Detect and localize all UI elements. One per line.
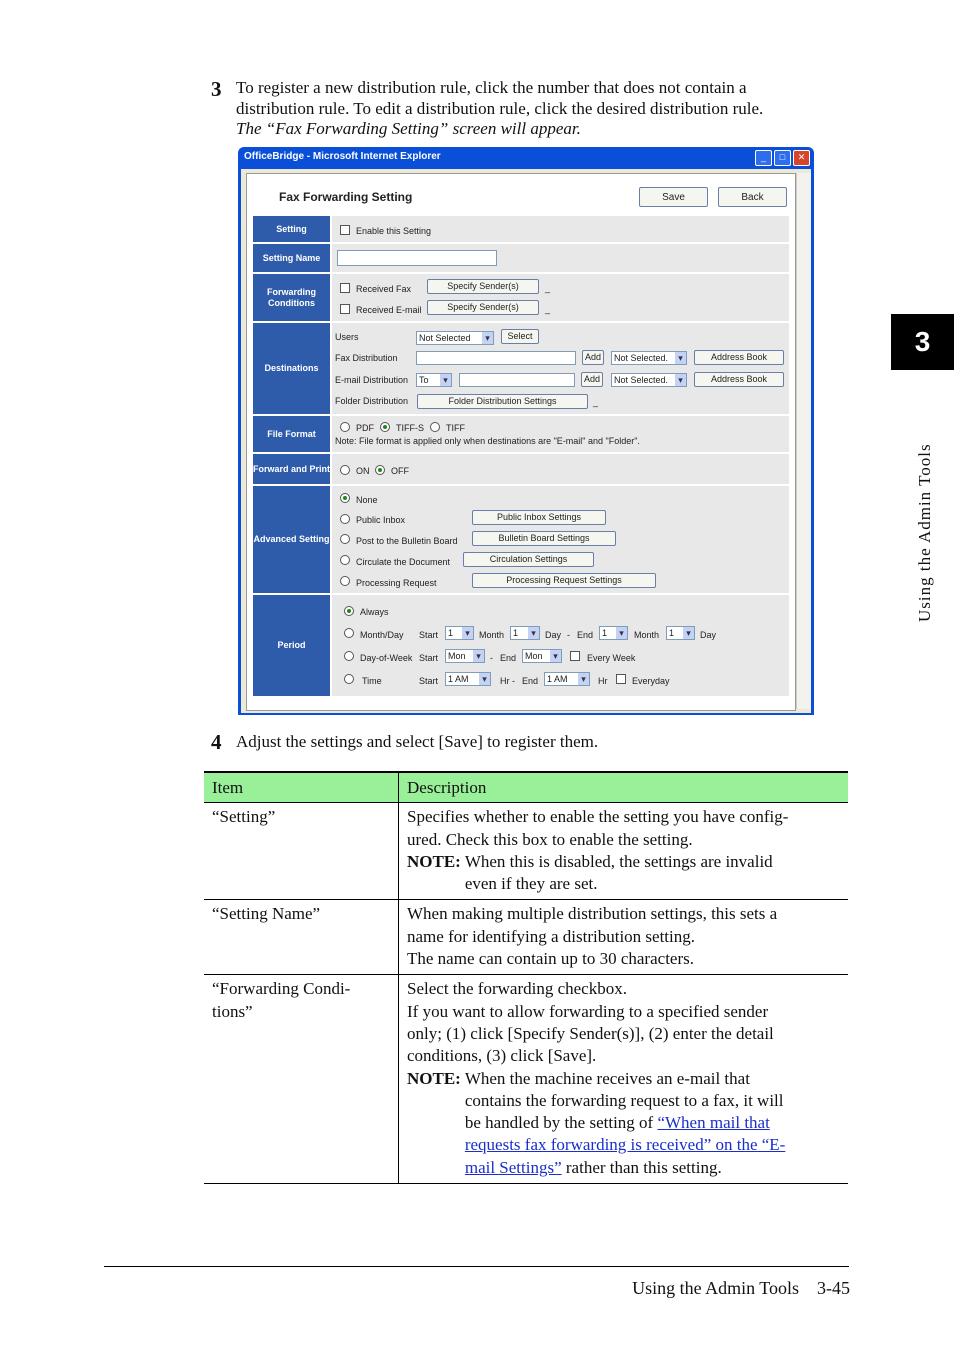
email-settings-link[interactable]: mail Settings” <box>464 1157 562 1177</box>
step3-line: distribution rule. To edit a distribution rule, click the desired distribution rule. <box>236 98 764 118</box>
close-icon[interactable]: ✕ <box>793 150 810 166</box>
public-inbox-radio[interactable] <box>340 514 350 524</box>
received-email-label: Received E-mail <box>356 305 422 315</box>
description-line: only; (1) click [Specify Sender(s)], (2) enter the detail <box>407 1023 774 1043</box>
day-label: Day <box>545 630 562 640</box>
end-label: End <box>522 676 539 686</box>
file-format-cell <box>332 416 789 452</box>
description-line: Select the forwarding checkbox. <box>407 979 627 999</box>
forwarding-conditions-label: Forwarding Conditions <box>253 274 330 321</box>
minimize-icon[interactable]: _ <box>755 150 772 166</box>
email-add-button[interactable]: Add <box>581 372 603 387</box>
note-line: When the machine receives an e-mail that <box>464 1068 750 1088</box>
note-text: be handled by the setting of <box>464 1113 654 1133</box>
description-cell <box>399 900 849 975</box>
browser-window-screenshot <box>238 147 814 715</box>
window-controls <box>755 150 810 166</box>
start-day-select[interactable]: 1 ▾ <box>510 626 540 640</box>
step-number: 4 <box>211 730 222 754</box>
note-line: When this is disabled, the settings are invalid <box>464 851 773 871</box>
public-inbox-settings-button[interactable]: Public Inbox Settings <box>472 510 606 525</box>
every-week-label: Every Week <box>587 653 636 663</box>
table-row <box>204 900 848 975</box>
setting-name-cell <box>332 244 789 272</box>
bulletin-board-settings-button[interactable]: Bulletin Board Settings <box>472 531 616 546</box>
footer-rule <box>104 1266 849 1267</box>
users-label: Users <box>335 332 359 342</box>
chapter-tab: 3 <box>891 314 954 370</box>
end-label: End <box>500 653 517 663</box>
table-header-row <box>204 772 848 803</box>
email-settings-link[interactable]: requests fax forwarding is received” on the “E- <box>464 1135 786 1155</box>
bulletin-radio[interactable] <box>340 534 350 544</box>
description-line: conditions, (3) click [Save]. <box>407 1046 597 1066</box>
end-weekday-select[interactable]: Mon ▾ <box>522 649 562 663</box>
description-line: When making multiple distribution settings, this sets a <box>407 904 778 924</box>
fax-address-book-button[interactable]: Address Book <box>694 350 784 365</box>
specify-senders-email-button[interactable]: Specify Sender(s) <box>427 300 539 315</box>
specify-senders-fax-button[interactable]: Specify Sender(s) <box>427 279 539 294</box>
everyday-checkbox[interactable] <box>616 674 626 684</box>
none-label: None <box>356 495 378 505</box>
file-format-note: Note: File format is applied only when destinations are "E-mail" and "Folder". <box>335 436 640 446</box>
month-label: Month <box>634 630 660 640</box>
end-day-select[interactable]: 1 ▾ <box>666 626 695 640</box>
table-row <box>204 803 848 900</box>
forward-print-on-radio[interactable] <box>340 465 350 475</box>
always-label: Always <box>360 607 389 617</box>
description-line: name for identifying a distribution setting. <box>407 926 696 946</box>
everyday-label: Everyday <box>632 676 670 686</box>
note-line <box>465 1157 786 1179</box>
select-users-button[interactable]: Select <box>501 329 539 344</box>
note <box>407 1068 840 1179</box>
step3-text <box>236 78 856 140</box>
destinations-label: Destinations <box>253 323 330 414</box>
advanced-setting-cell <box>332 486 789 593</box>
end-label: End <box>577 630 594 640</box>
time-radio[interactable] <box>344 674 354 684</box>
setting-name-label: Setting Name <box>253 244 330 272</box>
description-line: Specifies whether to enable the setting you have config- <box>407 807 789 827</box>
description-table <box>204 771 848 1184</box>
note <box>407 851 840 896</box>
item-line: “Forwarding Condi- <box>212 979 351 999</box>
always-radio[interactable] <box>344 606 354 616</box>
page-footer <box>560 1278 850 1299</box>
start-label: Start <box>419 676 439 686</box>
circulate-label: Circulate the Document <box>356 557 451 567</box>
enable-setting-label: Enable this Setting <box>356 226 432 236</box>
column-header: Item <box>204 772 399 803</box>
start-label: Start <box>419 630 439 640</box>
hr-label: Hr <box>598 676 608 686</box>
monthday-label: Month/Day <box>360 630 404 640</box>
vertical-scrollbar[interactable] <box>796 173 811 709</box>
public-inbox-label: Public Inbox <box>356 515 406 525</box>
dash: _ <box>545 283 551 293</box>
pdf-label: PDF <box>356 423 374 433</box>
chapter-side-label <box>895 387 935 622</box>
item-cell: “Setting” <box>204 803 399 900</box>
back-button[interactable]: Back <box>718 187 787 207</box>
advanced-setting-label: Advanced Setting <box>253 486 330 593</box>
file-format-label: File Format <box>253 416 330 452</box>
off-label: OFF <box>391 466 409 476</box>
email-to-select[interactable]: To ▾ <box>416 373 452 387</box>
start-weekday-select[interactable]: Mon ▾ <box>445 649 485 663</box>
note-line <box>465 1112 786 1134</box>
item-line: tions” <box>212 1001 253 1021</box>
hr-label: Hr <box>500 676 510 686</box>
step4-text: Adjust the settings and select [Save] to register them. <box>236 732 599 751</box>
table-row <box>204 975 848 1184</box>
fax-not-selected-select[interactable]: Not Selected. ▾ <box>611 351 687 365</box>
save-button[interactable]: Save <box>639 187 708 207</box>
step3-line: To register a new distribution rule, click the number that does not contain a <box>236 78 747 97</box>
period-separator: - <box>490 653 493 663</box>
fax-distribution-input[interactable] <box>416 351 576 365</box>
every-week-checkbox[interactable] <box>570 651 580 661</box>
note-line: contains the forwarding request to a fax, it will <box>464 1090 784 1110</box>
email-not-selected-select[interactable]: Not Selected. ▾ <box>611 373 687 387</box>
folder-distribution-label: Folder Distribution <box>335 396 409 406</box>
chapter-side-label-text: Using the Admin Tools <box>915 443 934 622</box>
setting-name-input[interactable] <box>337 250 497 266</box>
on-label: ON <box>356 466 370 476</box>
dash: _ <box>593 397 599 407</box>
web-page <box>246 173 796 711</box>
description-cell <box>399 803 849 900</box>
setting-label: Setting <box>253 216 330 242</box>
none-radio[interactable] <box>340 493 350 503</box>
description-line: If you want to allow forwarding to a specified sender <box>407 1001 769 1021</box>
fax-add-button[interactable]: Add <box>582 350 604 365</box>
circulation-settings-button[interactable]: Circulation Settings <box>463 552 594 567</box>
description-line: The name can contain up to 30 characters. <box>407 949 694 969</box>
pdf-radio[interactable] <box>340 422 350 432</box>
destinations-cell <box>332 323 789 414</box>
description-cell <box>399 975 849 1184</box>
enable-setting-checkbox[interactable] <box>340 225 350 235</box>
time-label: Time <box>362 676 382 686</box>
step-number: 3 <box>211 77 222 101</box>
setting-cell <box>332 216 789 242</box>
month-label: Month <box>479 630 505 640</box>
page-title: Fax Forwarding Setting <box>279 190 413 204</box>
start-hour-select[interactable]: 1 AM ▾ <box>445 672 491 686</box>
processing-radio[interactable] <box>340 576 350 586</box>
step3-result: The “Fax Forwarding Setting” screen will appear. <box>236 119 581 138</box>
period-label: Period <box>253 595 330 696</box>
bulletin-label: Post to the Bulletin Board <box>356 536 458 546</box>
maximize-icon[interactable]: □ <box>774 150 791 166</box>
note-label: NOTE: <box>407 851 461 871</box>
dash: _ <box>545 304 551 314</box>
processing-label: Processing Request <box>356 578 437 588</box>
tiff-s-label: TIFF-S <box>396 423 424 433</box>
email-settings-link[interactable]: “When mail that <box>657 1113 770 1133</box>
description-line: ured. Check this box to enable the setting. <box>407 829 693 849</box>
column-header: Description <box>399 772 849 803</box>
day-label: Day <box>700 630 717 640</box>
forwarding-conditions-cell <box>332 274 789 321</box>
settings-form <box>253 216 789 696</box>
day-of-week-label: Day-of-Week <box>360 653 413 663</box>
received-email-checkbox[interactable] <box>340 304 350 314</box>
forward-print-label: Forward and Print <box>253 454 330 484</box>
end-month-select[interactable]: 1 ▾ <box>599 626 628 640</box>
note-line: even if they are set. <box>464 874 598 894</box>
email-distribution-input[interactable] <box>459 373 575 387</box>
tiff-label: TIFF <box>446 423 465 433</box>
day-of-week-radio[interactable] <box>344 651 354 661</box>
monthday-radio[interactable] <box>344 628 354 638</box>
note-label: NOTE: <box>407 1068 461 1088</box>
page-number: 3-45 <box>817 1278 850 1298</box>
fax-distribution-label: Fax Distribution <box>335 353 398 363</box>
tiff-s-radio[interactable] <box>380 422 390 432</box>
email-distribution-label: E-mail Distribution <box>335 375 409 385</box>
circulate-radio[interactable] <box>340 555 350 565</box>
period-separator: - <box>567 630 570 640</box>
forward-print-off-radio[interactable] <box>375 465 385 475</box>
start-label: Start <box>419 653 439 663</box>
folder-distribution-settings-button[interactable]: Folder Distribution Settings <box>417 394 588 409</box>
note-text: rather than this setting. <box>565 1157 722 1177</box>
forward-print-cell <box>332 454 789 484</box>
footer-section: Using the Admin Tools <box>632 1278 799 1298</box>
window-title: OfficeBridge - Microsoft Internet Explorer <box>244 151 441 162</box>
window-client <box>241 169 811 713</box>
end-hour-select[interactable]: 1 AM ▾ <box>544 672 590 686</box>
email-address-book-button[interactable]: Address Book <box>694 372 784 387</box>
note-line <box>465 1134 786 1156</box>
period-separator: - <box>512 676 515 686</box>
received-fax-label: Received Fax <box>356 284 412 294</box>
processing-request-settings-button[interactable]: Processing Request Settings <box>472 573 656 588</box>
users-select[interactable]: Not Selected ▾ <box>416 331 494 345</box>
start-month-select[interactable]: 1 ▾ <box>445 626 474 640</box>
item-cell: “Setting Name” <box>204 900 399 975</box>
period-cell <box>332 595 789 696</box>
tiff-radio[interactable] <box>430 422 440 432</box>
item-cell <box>204 975 399 1184</box>
received-fax-checkbox[interactable] <box>340 283 350 293</box>
